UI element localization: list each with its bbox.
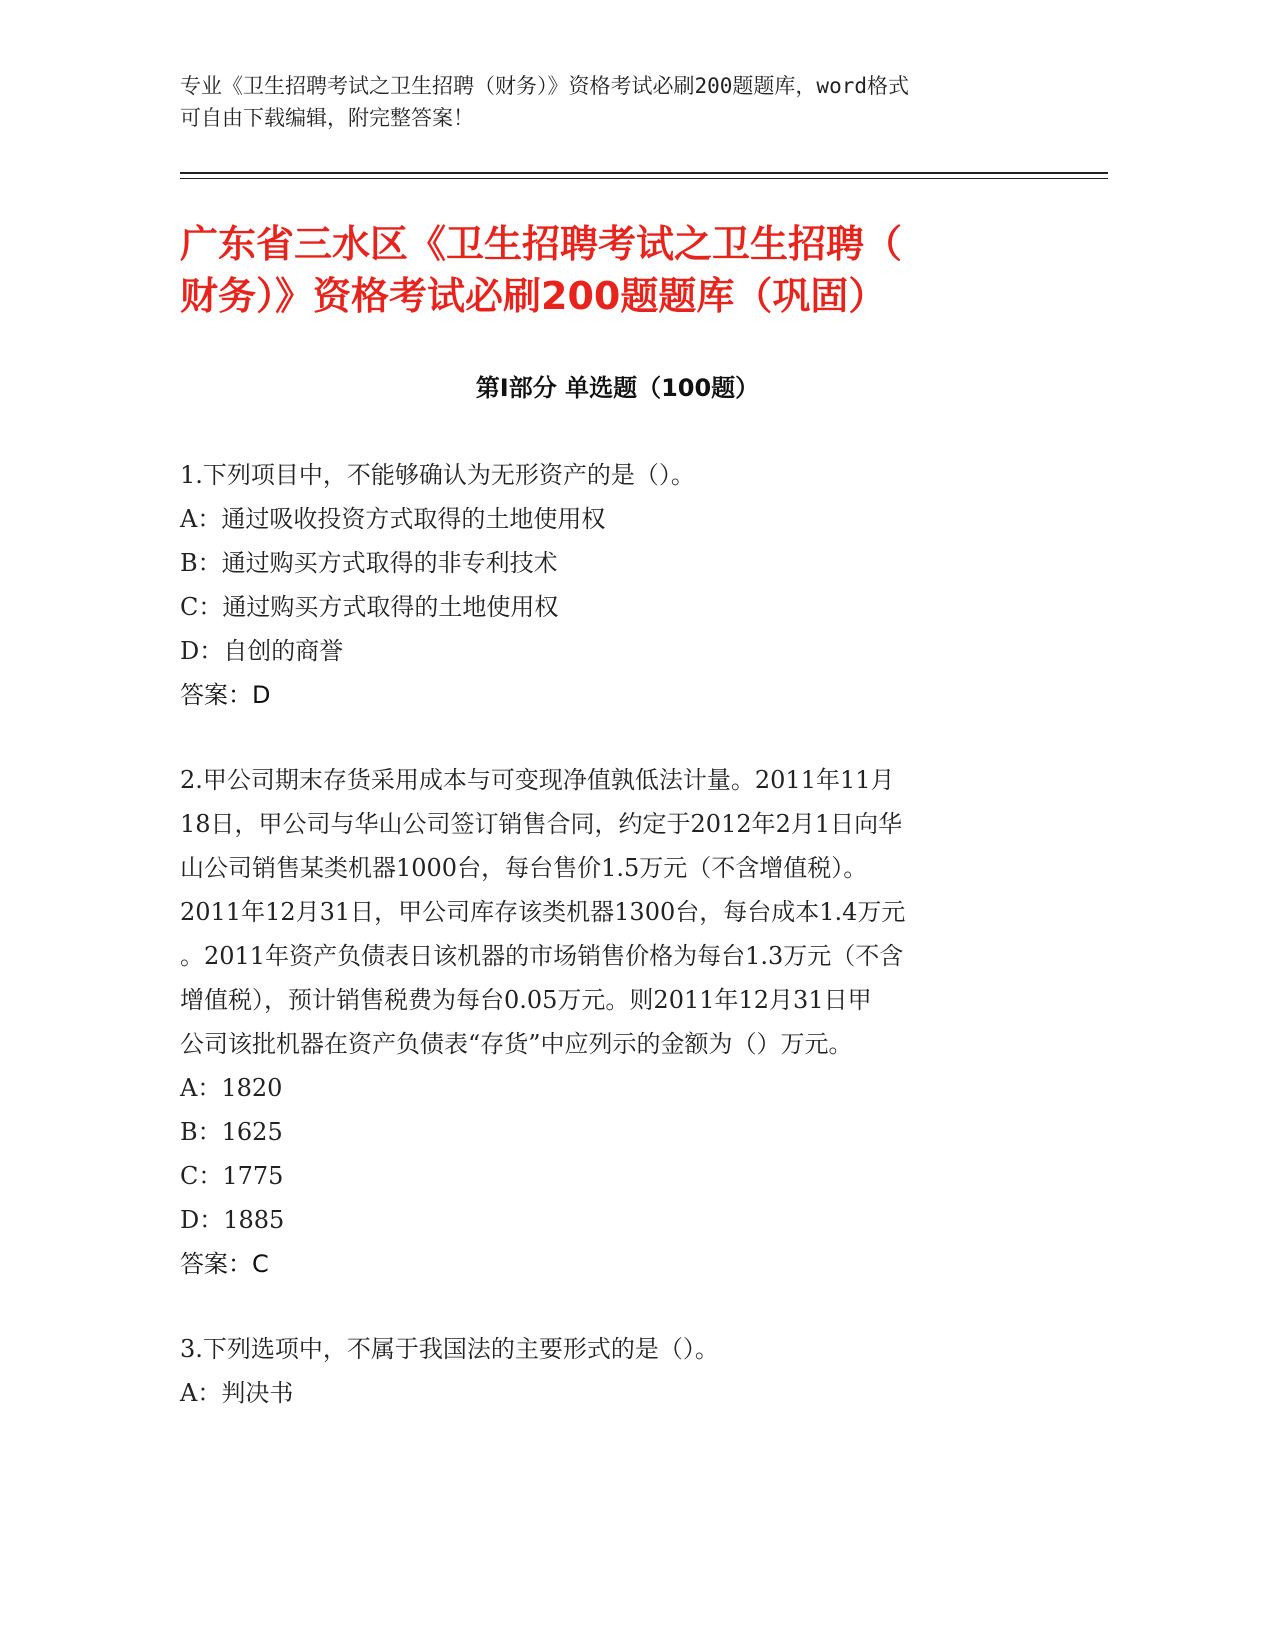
- question-1: [180, 453, 1060, 717]
- stem-line: 1.下列项目中，不能够确认为无形资产的是（）。: [180, 461, 695, 489]
- answer: 答案：D: [180, 681, 271, 709]
- answer: 答案：C: [180, 1250, 269, 1278]
- question-stem: [180, 1327, 1060, 1371]
- option-c: C：通过购买方式取得的土地使用权: [180, 593, 559, 621]
- question-stem: [180, 758, 1060, 1066]
- stem-line: 18日，甲公司与华山公司签订销售合同，约定于2012年2月1日向华: [180, 810, 903, 838]
- intro-line: 专业《卫生招聘考试之卫生招聘（财务）》资格考试必刷200题题库，word格式: [180, 74, 909, 98]
- stem-line: 2.甲公司期末存货采用成本与可变现净值孰低法计量。2011年11月: [180, 766, 895, 794]
- option-d: D：1885: [180, 1206, 285, 1234]
- option-a: A：判决书: [180, 1379, 294, 1407]
- option-a: A：通过吸收投资方式取得的土地使用权: [180, 505, 606, 533]
- option-b: B：1625: [180, 1118, 283, 1146]
- document-title: [180, 218, 1080, 322]
- question-2: [180, 758, 1060, 1286]
- intro-text: [180, 70, 1060, 134]
- stem-line: 2011年12月31日，甲公司库存该类机器1300台，每台成本1.4万元: [180, 898, 906, 926]
- intro-line: 可自由下载编辑，附完整答案！: [180, 106, 474, 130]
- header-divider: [180, 172, 1108, 174]
- title-line: 财务）》资格考试必刷200题题库（巩固）: [180, 274, 887, 318]
- section-title: 第I部分 单选题（100题）: [475, 374, 760, 402]
- stem-line: 增值税），预计销售税费为每台0.05万元。则2011年12月31日甲: [180, 986, 872, 1014]
- option-b: B：通过购买方式取得的非专利技术: [180, 549, 558, 577]
- option-c: C：1775: [180, 1162, 284, 1190]
- question-3: [180, 1327, 1060, 1415]
- title-line: 广东省三水区《卫生招聘考试之卫生招聘（: [180, 222, 903, 266]
- stem-line: 山公司销售某类机器1000台，每台售价1.5万元（不含增值税）。: [180, 854, 868, 882]
- stem-line: 公司该批机器在资产负债表“存货”中应列示的金额为（）万元。: [180, 1030, 853, 1058]
- stem-line: 。2011年资产负债表日该机器的市场销售价格为每台1.3万元（不含: [180, 942, 904, 970]
- option-d: D：自创的商誉: [180, 637, 344, 665]
- option-a: A：1820: [180, 1074, 283, 1102]
- header-divider-thin: [180, 178, 1108, 179]
- stem-line: 3.下列选项中，不属于我国法的主要形式的是（）。: [180, 1335, 719, 1363]
- question-stem: [180, 453, 1060, 497]
